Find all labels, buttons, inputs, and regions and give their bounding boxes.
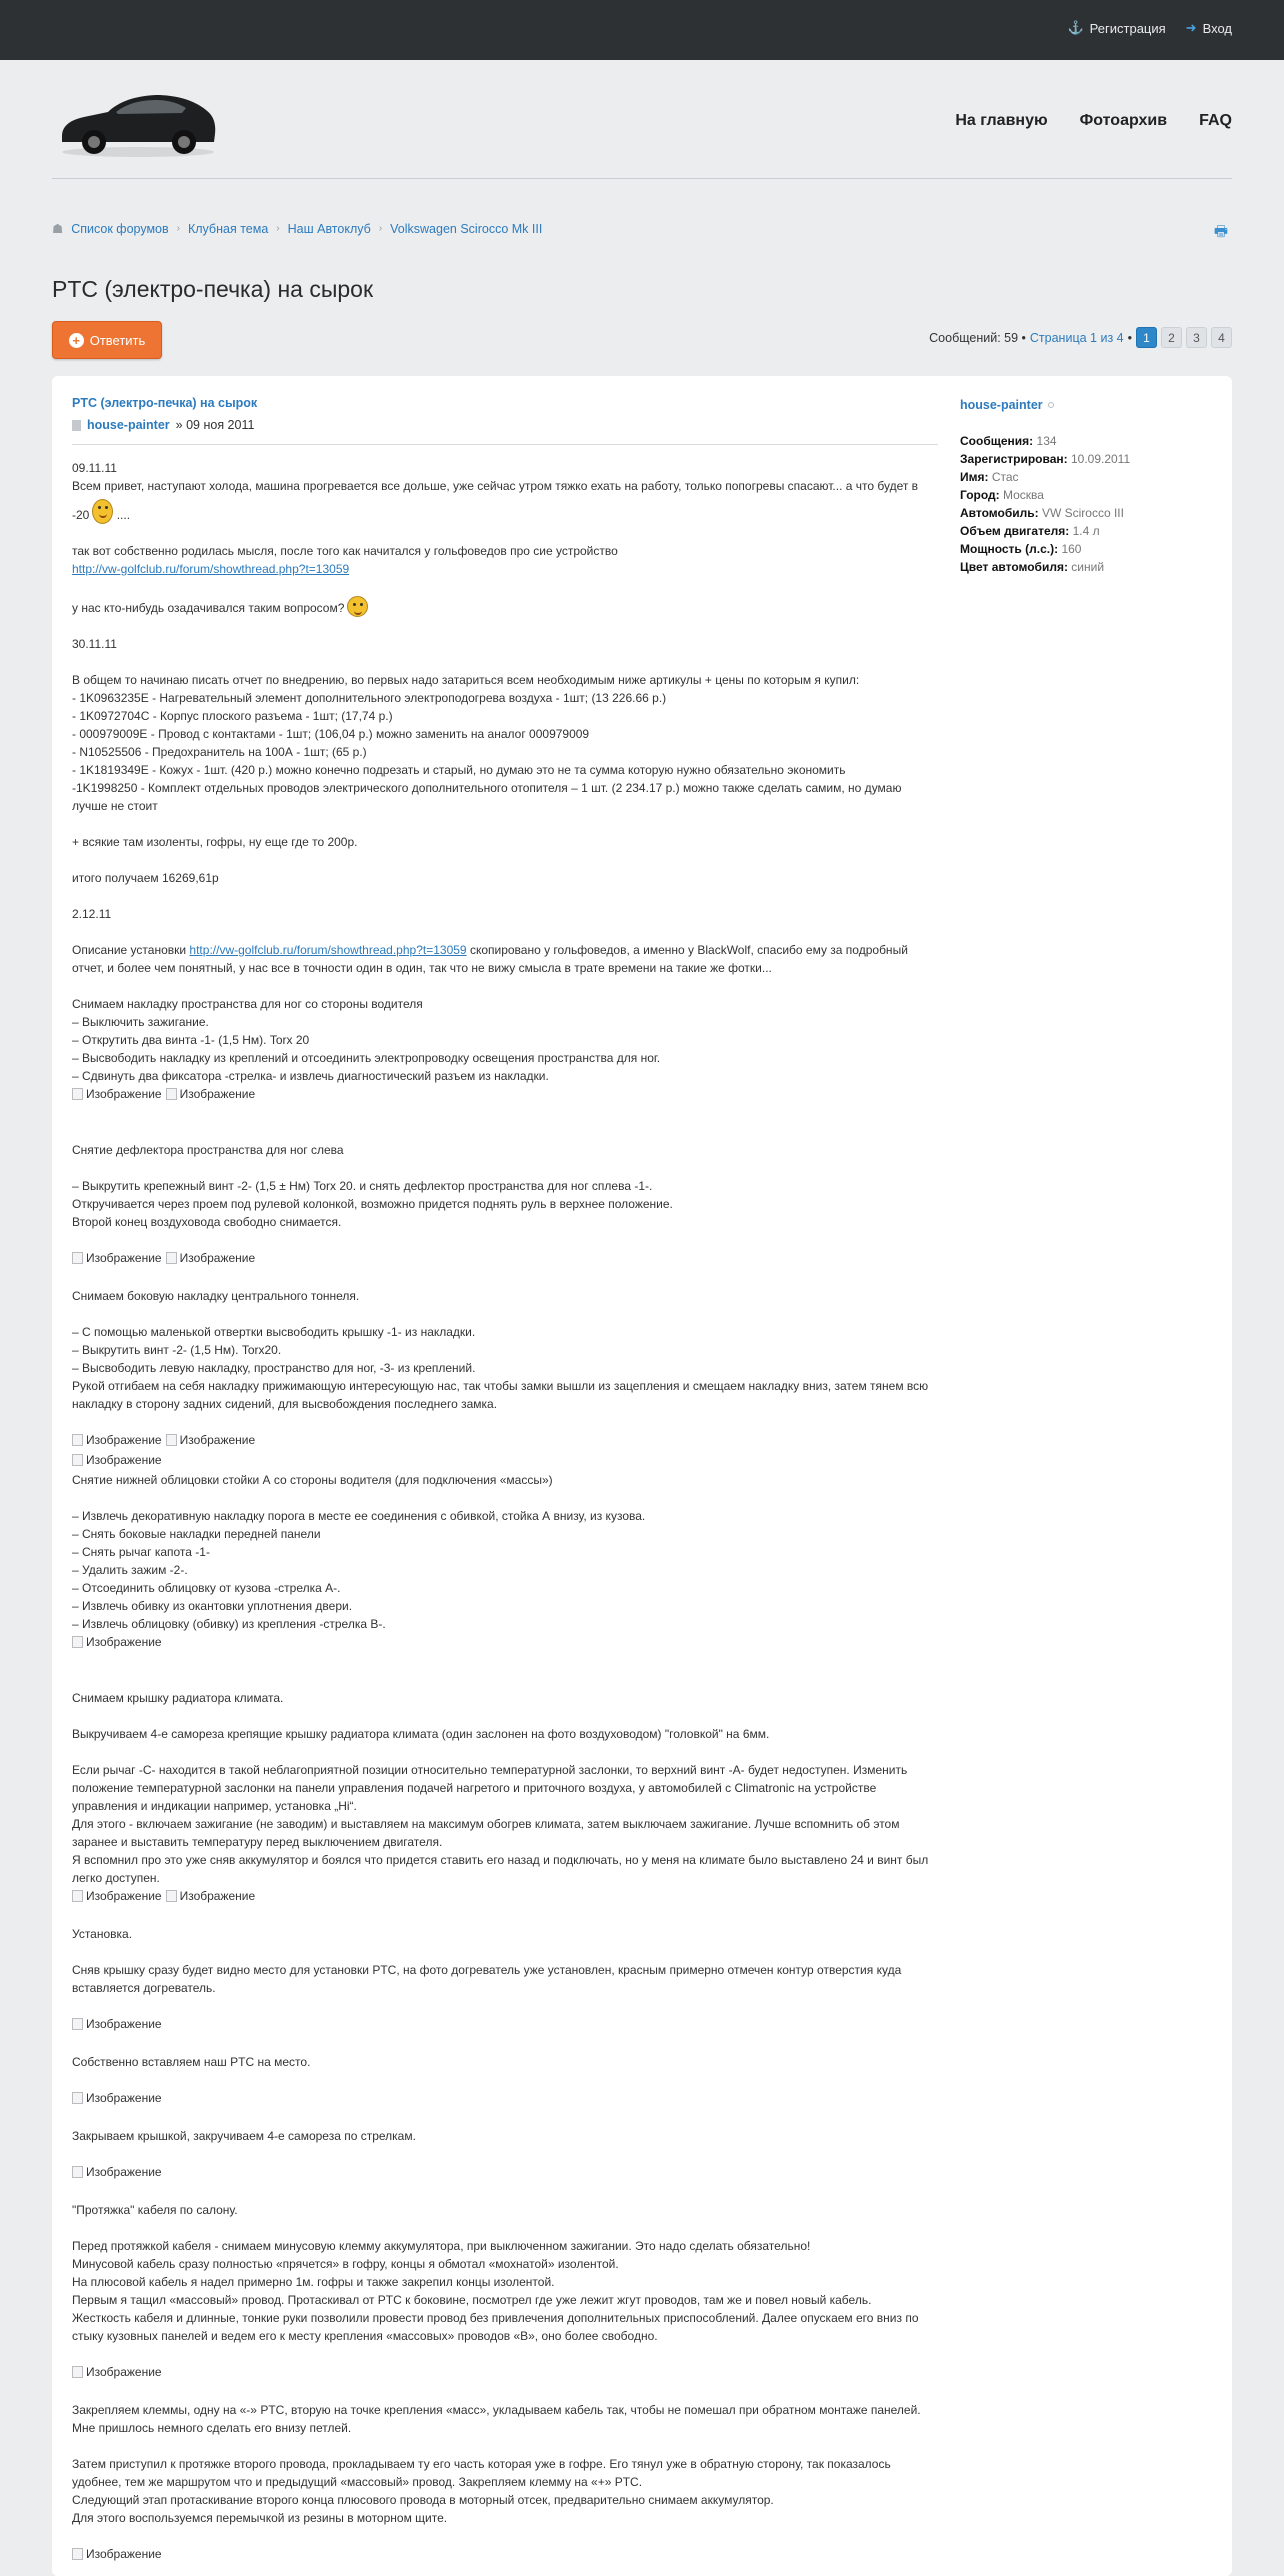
post-line: – Сдвинуть два фиксатора -стрелка- и извлечь диагностический разъем из накладки. bbox=[72, 1069, 549, 1083]
post-divider bbox=[72, 444, 938, 445]
broken-image[interactable]: Изображение bbox=[72, 2089, 162, 2107]
post-icon bbox=[72, 420, 81, 431]
post-line: Рукой отгибаем на себя накладку прижимающую интересующую нас, так чтобы замки вышли из зацепления и смещаем накладку вниз, затем тянем всю накладку в сторону задних сидений, для высвобождения последнего замка. bbox=[72, 1379, 929, 1411]
post-line: Сняв крышку сразу будет видно место для установки PTC, на фото догреватель уже установлен, красным примерно отмечен контур отверстия куда вставляется догреватель. bbox=[72, 1963, 902, 1995]
profile-row: Зарегистрирован: 10.09.2011 bbox=[960, 452, 1131, 466]
smiley-icon bbox=[347, 596, 368, 617]
broken-image-icon bbox=[72, 1252, 83, 1264]
profile-row: Автомобиль: VW Scirocco III bbox=[960, 506, 1124, 520]
message-count: Сообщений: 59 • bbox=[929, 330, 1026, 345]
smiley-icon bbox=[92, 499, 113, 524]
post-line: Закрепляем клеммы, одну на «-» PTC, вторую на точке крепления «масс», укладываем кабель так, чтобы не помешал при обратном монтаже панелей. bbox=[72, 2403, 921, 2417]
site-header bbox=[0, 60, 1284, 180]
post-line: Следующий этап протаскивание второго конца плюсового провода в моторный отсек, предварительно снимаем аккумулятор. bbox=[72, 2493, 774, 2507]
post-line: – Снять боковые накладки передней панели bbox=[72, 1527, 321, 1541]
page-button[interactable]: 3 bbox=[1186, 327, 1207, 348]
nav-faq[interactable]: FAQ bbox=[1199, 112, 1232, 129]
image-row bbox=[72, 2363, 938, 2383]
breadcrumb-item[interactable]: Список форумов bbox=[71, 221, 169, 236]
pagination bbox=[929, 327, 1232, 348]
post-line: Жесткость кабеля и длинные, тонкие руки позволили провести провод без привлечения дополнительных приспособлений. Далее опускаем его вниз по стыку кузовных панелей и ведем его к месту крепления «массовых» проводов «В», оно более свободно. bbox=[72, 2311, 919, 2343]
broken-image-icon bbox=[72, 1434, 83, 1446]
broken-image[interactable]: Изображение bbox=[72, 2363, 162, 2381]
broken-image-icon bbox=[72, 1454, 83, 1466]
image-row bbox=[72, 1887, 938, 1907]
broken-image[interactable]: Изображение bbox=[166, 1887, 256, 1905]
post-line: - 000979009E - Провод с контактами - 1шт; (106,04 р.) можно заменить на аналог 000979009 bbox=[72, 727, 590, 741]
page-button[interactable]: 4 bbox=[1211, 327, 1232, 348]
image-row bbox=[72, 1633, 938, 1653]
post-line: + всякие там изоленты, гофры, ну еще где то 200р. bbox=[72, 835, 358, 849]
broken-image-icon bbox=[72, 1636, 83, 1648]
post-link[interactable]: http://vw-golfclub.ru/forum/showthread.php?t=13059 bbox=[72, 562, 350, 576]
post-line: На плюсовой кабель я надел примерно 1м. гофры и также закрепил концы изолентой. bbox=[72, 2275, 555, 2289]
post-line: Снимаем боковую накладку центрального тоннеля. bbox=[72, 1289, 360, 1303]
post-line: Описание установки http://vw-golfclub.ru/forum/showthread.php?t=13059 скопировано у гольфоведов, а именно у BlackWolf, спасибо ему за подробный отчет, и более чем понятный, у нас все в точности один в один, так что не вижу смысла в трате времени на такие же фотки... bbox=[72, 943, 908, 975]
image-row bbox=[72, 2163, 938, 2183]
profile-username: house-painter bbox=[960, 396, 1210, 414]
profile-row: Имя: Стас bbox=[960, 470, 1019, 484]
profile-row: Цвет автомобиля: синий bbox=[960, 560, 1105, 574]
post-line: Для этого - включаем зажигание (не заводим) и выставляем на максимум обогрев климата, затем выключаем зажигание. Лучше вспомнить об этом заранее и выставить температуру перед выключением двигателя. bbox=[72, 1817, 900, 1849]
post-line: -20 .... bbox=[72, 499, 938, 524]
post-line: Всем привет, наступают холода, машина прогревается все дольше, уже сейчас утром тяжко ехать на работу, только попогревы спасают... а что будет в bbox=[72, 479, 919, 493]
pagination-separator: • bbox=[1127, 330, 1132, 345]
profile-row: Город: Москва bbox=[960, 488, 1044, 502]
post-line: Для этого воспользуемся перемычкой из резины в моторном щите. bbox=[72, 2511, 448, 2525]
post-line: Установка. bbox=[72, 1927, 133, 1941]
post-line: Выкручиваем 4-е самореза крепящие крышку радиатора климата (один заслонен на фото воздуховодом) "головкой" на 6мм. bbox=[72, 1727, 770, 1741]
top-bar bbox=[0, 0, 1284, 60]
post-line: 2.12.11 bbox=[72, 907, 112, 921]
post-line: Снятие нижней облицовки стойки А со стороны водителя (для подключения «массы») bbox=[72, 1473, 553, 1487]
broken-image-icon bbox=[166, 1088, 177, 1100]
post-line: Затем приступил к протяжке второго провода, прокладываем ту его часть которая уже в гофре. Его тянул уже в обратную сторону, так показалось удобнее, тем же маршрутом что и предыдущий «массовый» провод. Закрепляем клемму на «+» PTC. bbox=[72, 2457, 891, 2489]
post-title[interactable]: PTC (электро-печка) на сырок bbox=[72, 396, 258, 410]
post-line: – Извлечь обивку из окантовки уплотнения двери. bbox=[72, 1599, 353, 1613]
post-line: – Снять рычаг капота -1- bbox=[72, 1545, 210, 1559]
post-meta bbox=[72, 418, 938, 432]
post-line: – Извлечь декоративную накладку порога в месте ее соединения с обивкой, стойка А внизу, из кузова. bbox=[72, 1509, 646, 1523]
register-link[interactable]: ⚓ Регистрация bbox=[1067, 20, 1166, 36]
post-line: – Отсоединить облицовку от кузова -стрелка А-. bbox=[72, 1581, 341, 1595]
post-line: - 1K0963235E - Нагревательный элемент дополнительного электроподогрева воздуха - 1шт; (13 226.66 р.) bbox=[72, 691, 667, 705]
post-line: "Протяжка" кабеля по салону. bbox=[72, 2203, 238, 2217]
broken-image[interactable]: Изображение bbox=[72, 1085, 162, 1103]
post-line: - N10525506 - Предохранитель на 100А - 1шт; (65 р.) bbox=[72, 745, 367, 759]
broken-image-icon bbox=[72, 2366, 83, 2378]
broken-image[interactable]: Изображение bbox=[72, 1633, 162, 1651]
broken-image[interactable]: Изображение bbox=[72, 2015, 162, 2033]
post-line: – Высвободить накладку из креплений и отсоединить электропроводку освещения пространства для ног. bbox=[72, 1051, 661, 1065]
reply-button[interactable]: + Ответить bbox=[52, 321, 162, 359]
author-profile bbox=[960, 396, 1210, 576]
broken-image[interactable]: Изображение bbox=[72, 2545, 162, 2563]
image-row bbox=[72, 2015, 938, 2035]
post-line: – Выкрутить крепежный винт -2- (1,5 ± Нм) Torx 20. и снять дефлектор пространства для ног сплева -1-. bbox=[72, 1179, 653, 1193]
post-line: – Выключить зажигание. bbox=[72, 1015, 209, 1029]
breadcrumb bbox=[52, 221, 542, 236]
login-link[interactable]: ➜ Вход bbox=[1185, 20, 1232, 36]
post-line: Откручивается через проем под рулевой колонкой, возможно придется поднять руль в верхнее положение. bbox=[72, 1197, 673, 1211]
broken-image-icon bbox=[166, 1252, 177, 1264]
broken-image[interactable]: Изображение bbox=[166, 1431, 256, 1449]
post-line: Снятие дефлектора пространства для ног слева bbox=[72, 1143, 344, 1157]
breadcrumb-item[interactable]: Наш Автоклуб bbox=[287, 221, 371, 236]
post-author[interactable]: house-painter bbox=[87, 418, 170, 432]
nav-photo[interactable]: Фотоархив bbox=[1079, 112, 1168, 129]
profile-row: Сообщения: 134 bbox=[960, 434, 1057, 448]
header-divider bbox=[52, 178, 1232, 179]
post-line: Снимаем крышку радиатора климата. bbox=[72, 1691, 284, 1705]
broken-image-icon bbox=[72, 1088, 83, 1100]
breadcrumb-item[interactable]: Volkswagen Scirocco Mk III bbox=[390, 221, 543, 236]
broken-image-icon bbox=[72, 2548, 83, 2560]
post-line: - 1K0972704C - Корпус плоского разъема - 1шт; (17,74 р.) bbox=[72, 709, 393, 723]
post-link[interactable]: http://vw-golfclub.ru/forum/showthread.php?t=13059 bbox=[189, 943, 467, 957]
image-row bbox=[72, 2089, 938, 2109]
post-line: -1K1998250 - Комплект отдельных проводов электрического дополнительного отопителя – 1 шт. (2 234.17 р.) можно также сделать самим, но думаю лучше не стоит bbox=[72, 781, 902, 813]
broken-image[interactable]: Изображение bbox=[72, 1249, 162, 1267]
broken-image[interactable]: Изображение bbox=[166, 1085, 256, 1103]
car-logo[interactable] bbox=[56, 82, 220, 160]
home-icon: ☗ bbox=[52, 222, 64, 236]
post-line: Минусовой кабель сразу полностью «прячется» в гофру, концы я обмотал «мохнатой» изолентой. bbox=[72, 2257, 619, 2271]
breadcrumb-item[interactable]: Клубная тема bbox=[187, 221, 269, 236]
post-card bbox=[52, 376, 1232, 2576]
main-nav bbox=[955, 112, 1232, 130]
status-icon bbox=[1048, 402, 1054, 408]
post-line: Первым я тащил «массовый» провод. Протаскивал от PTC к боковине, посмотрел где уже лежит жгут проводов, там же и повел новый кабель. bbox=[72, 2293, 872, 2307]
login-icon: ➜ bbox=[1185, 20, 1197, 35]
post-line: Собственно вставляем наш PTC на место. bbox=[72, 2055, 311, 2069]
image-row bbox=[72, 1085, 938, 1105]
post-line: так вот собственно родилась мысля, после того как начитался у гольфоведов про сие устройство bbox=[72, 544, 618, 558]
post-line: Закрываем крышкой, закручиваем 4-е самореза по стрелкам. bbox=[72, 2129, 416, 2143]
broken-image[interactable]: Изображение bbox=[72, 1431, 162, 1449]
image-row bbox=[72, 1249, 938, 1269]
profile-row: Мощность (л.с.): 160 bbox=[960, 542, 1082, 556]
broken-image-icon bbox=[166, 1890, 177, 1902]
post-line: Второй конец воздуховода свободно снимается. bbox=[72, 1215, 342, 1229]
broken-image[interactable]: Изображение bbox=[72, 1887, 162, 1905]
post-line: Я вспомнил про это уже сняв аккумулятор и боялся что придется ставить его назад и подключать, но у меня на климате было выставлено 24 и винт был легко доступен. bbox=[72, 1853, 929, 1885]
post-line: – Удалить зажим -2-. bbox=[72, 1563, 188, 1577]
profile-row: Объем двигателя: 1.4 л bbox=[960, 524, 1100, 538]
page-button[interactable]: 1 bbox=[1136, 327, 1157, 348]
post-line: - 1K1819349E - Кожух - 1шт. (420 р.) можно конечно подрезать и старый, но думаю это не та сумма которую нужно обязательно экономить bbox=[72, 763, 846, 777]
post-line: – Высвободить левую накладку, пространство для ног, -3- из креплений. bbox=[72, 1361, 476, 1375]
post-line: Мне пришлось немного сделать его внизу петлей. bbox=[72, 2421, 352, 2435]
post-line: – Извлечь облицовку (обивку) из крепления -стрелка В-. bbox=[72, 1617, 386, 1631]
broken-image[interactable]: Изображение bbox=[72, 1451, 162, 1469]
broken-image-icon bbox=[166, 1434, 177, 1446]
post-line: – Открутить два винта -1- (1,5 Нм). Torx 20 bbox=[72, 1033, 310, 1047]
page-button[interactable]: 2 bbox=[1161, 327, 1182, 348]
post-line: – Выкрутить винт -2- (1,5 Нм). Torx20. bbox=[72, 1343, 282, 1357]
post-line: Если рычаг -С- находится в такой неблагоприятной позиции относительно температурной заслонки, то верхний винт -А- будет недоступен. Изменить положение температурной заслонки на панели управления подачей нагретого и приточного воздуха, у автомобилей с Climatronic на устройстве управления и индикации например, установка „Hi“. bbox=[72, 1763, 908, 1813]
post-line: итого получаем 16269,61р bbox=[72, 871, 219, 885]
nav-home[interactable]: На главную bbox=[955, 112, 1048, 129]
post-content bbox=[72, 459, 938, 2565]
post-line: 09.11.11 bbox=[72, 461, 117, 475]
image-row bbox=[72, 1451, 938, 1471]
chevron-right-icon: › bbox=[276, 223, 280, 234]
broken-image-icon bbox=[72, 2166, 83, 2178]
broken-image-icon bbox=[72, 2092, 83, 2104]
page-jump-link[interactable]: Страница 1 из 4 bbox=[1029, 330, 1124, 345]
post-line: Перед протяжкой кабеля - снимаем минусовую клемму аккумулятора, при выключенном зажигании. Это надо сделать обязательно! bbox=[72, 2239, 811, 2253]
broken-image[interactable]: Изображение bbox=[166, 1249, 256, 1267]
chevron-right-icon: › bbox=[176, 223, 180, 234]
broken-image-icon bbox=[72, 1890, 83, 1902]
post-line: 30.11.11 bbox=[72, 637, 117, 651]
post-line: В общем то начинаю писать отчет по внедрению, во первых надо затариться всем необходимым ниже артикулы + цены по которым я купил: bbox=[72, 673, 860, 687]
post-line: – С помощью маленькой отвертки высвободить крышку -1- из накладки. bbox=[72, 1325, 476, 1339]
broken-image[interactable]: Изображение bbox=[72, 2163, 162, 2181]
plus-icon: + bbox=[69, 333, 84, 348]
chevron-right-icon: › bbox=[378, 223, 383, 234]
anchor-icon: ⚓ bbox=[1067, 20, 1084, 35]
image-row bbox=[72, 1431, 938, 1451]
post-date: » 09 ноя 2011 bbox=[175, 418, 255, 432]
image-row bbox=[72, 2545, 938, 2565]
print-icon[interactable]: 🖶 bbox=[1213, 223, 1228, 240]
page-title[interactable]: PTC (электро-печка) на сырок bbox=[52, 276, 374, 302]
post-line: Снимаем накладку пространства для ног со стороны водителя bbox=[72, 997, 423, 1011]
post-line: у нас кто-нибудь озадачивался таким вопросом? bbox=[72, 596, 938, 617]
post-body bbox=[72, 396, 938, 2565]
top-links bbox=[1067, 20, 1232, 36]
broken-image-icon bbox=[72, 2018, 83, 2030]
